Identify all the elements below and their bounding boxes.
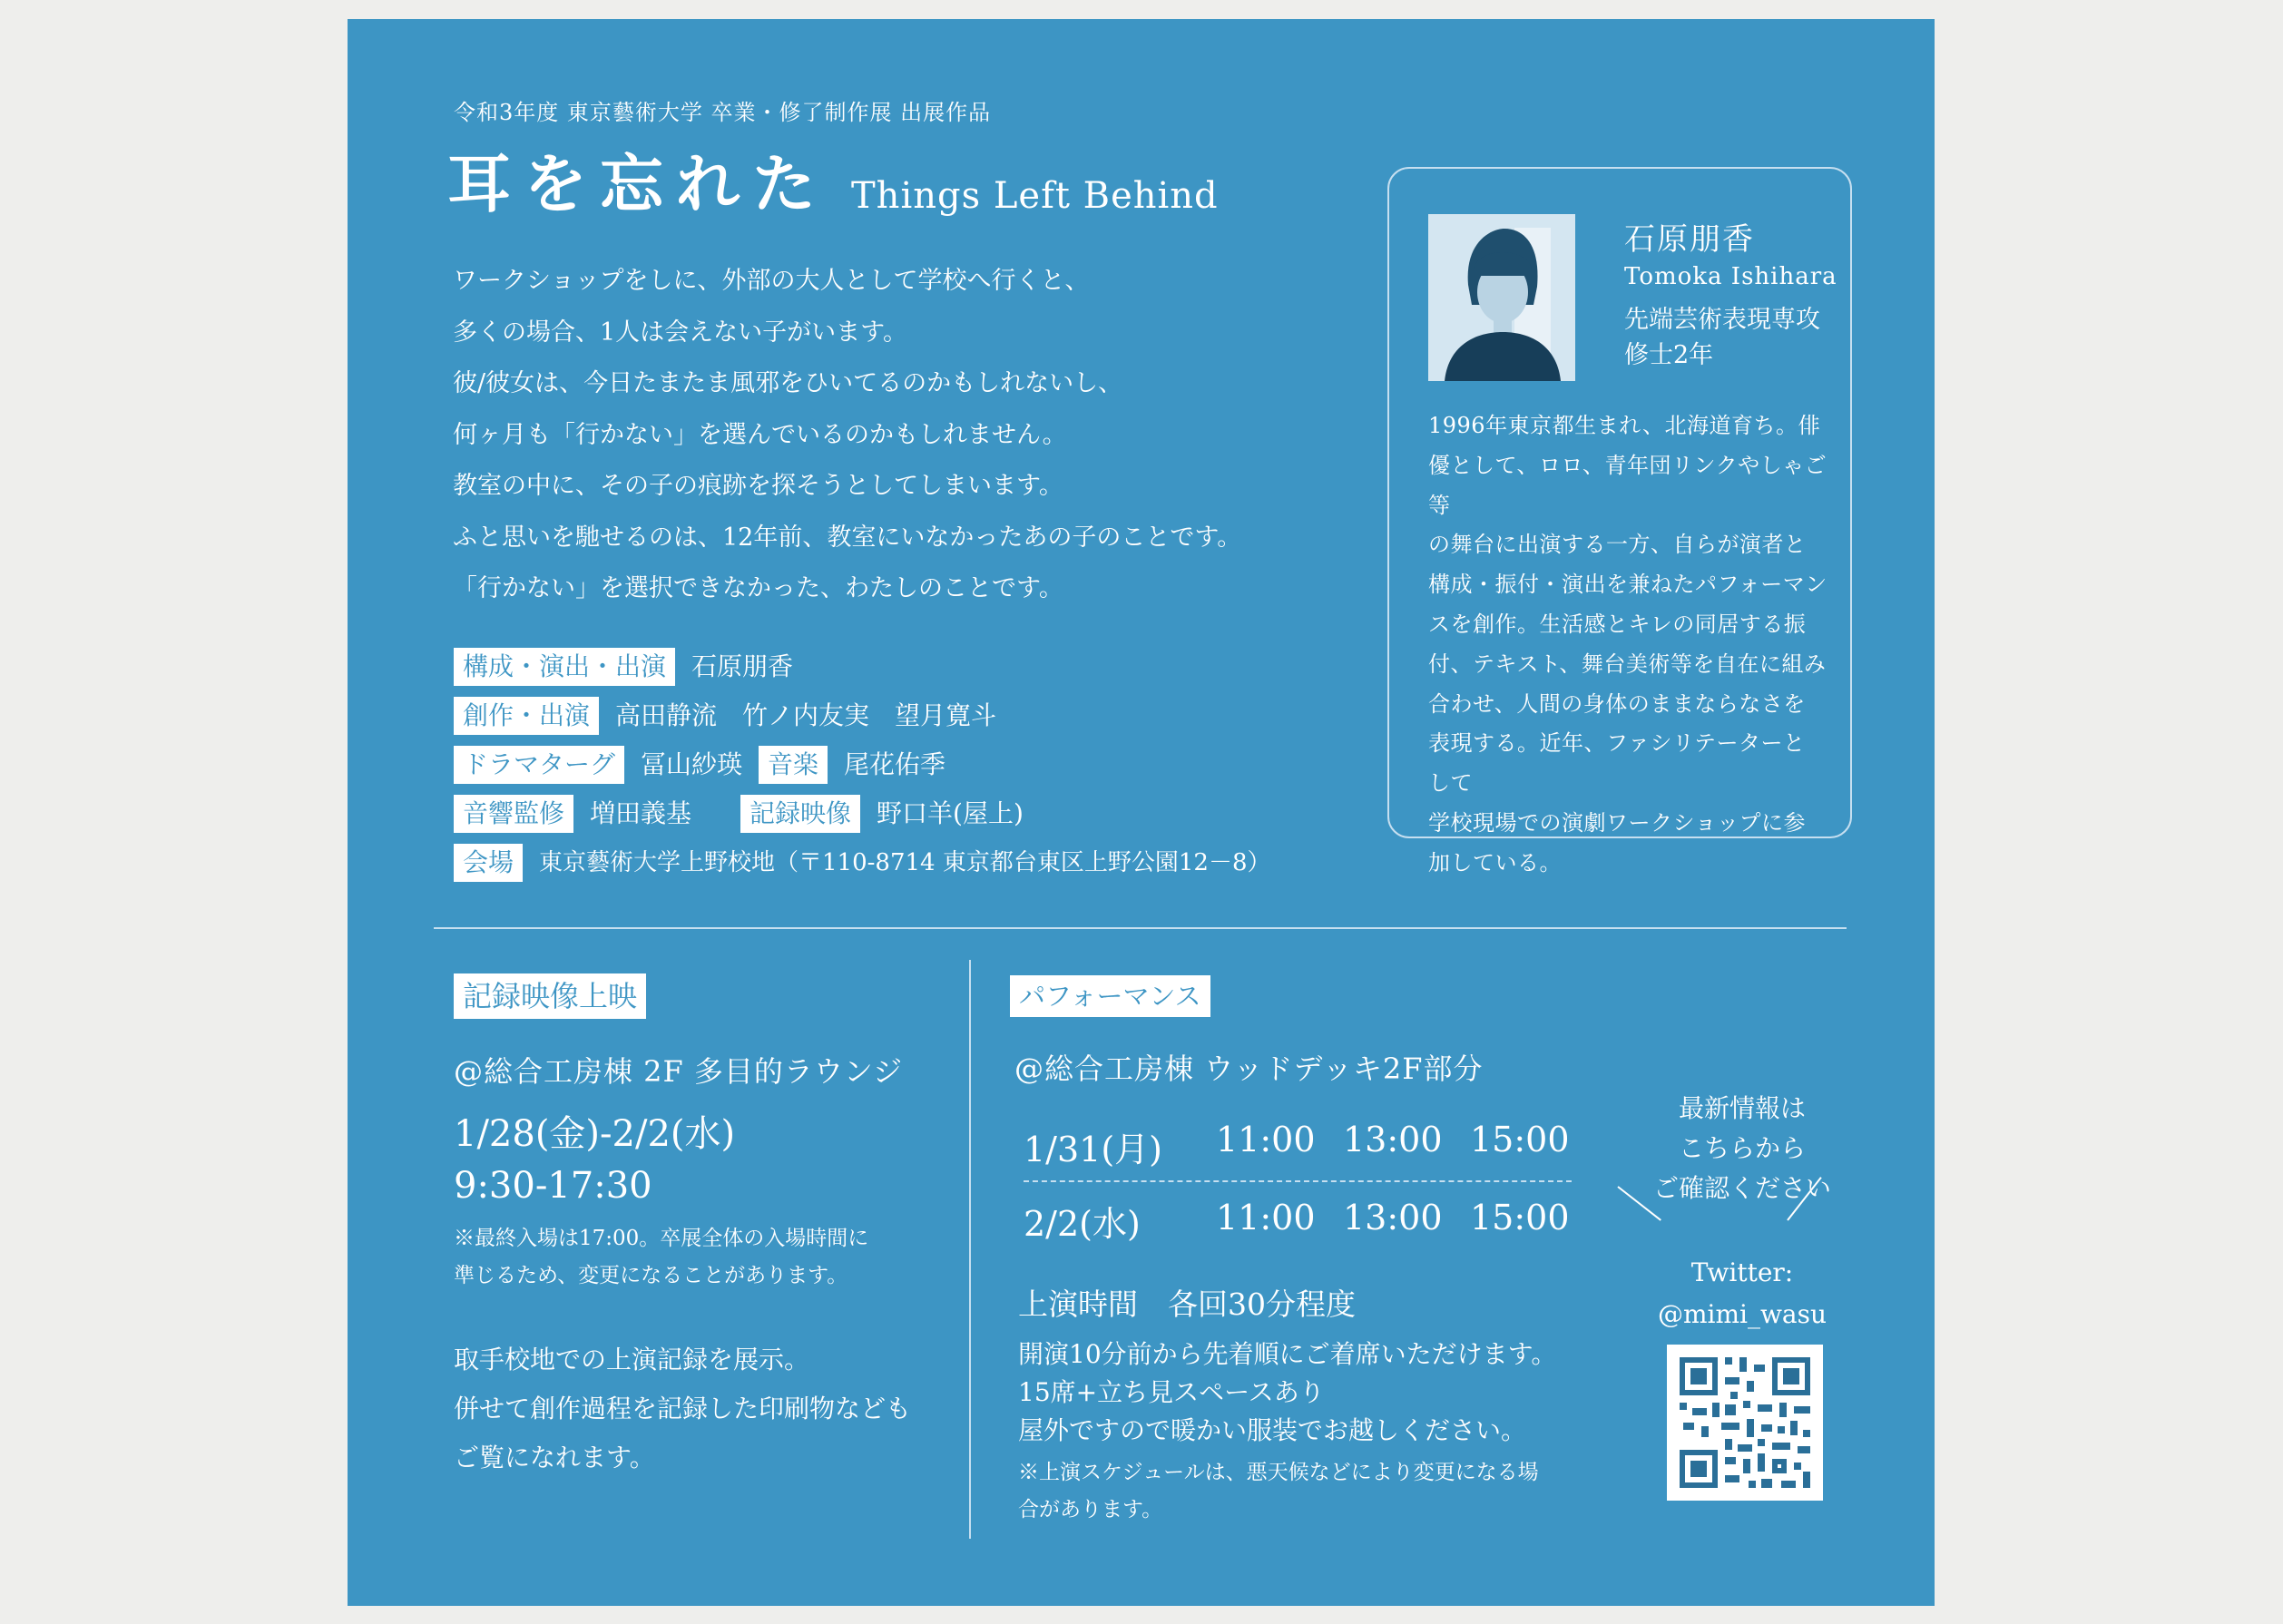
schedule-time: 13:00 xyxy=(1343,1120,1443,1159)
credit-value: 冨山紗瑛 xyxy=(641,749,743,779)
bio-line: 合わせ、人間の身体のままならなさを xyxy=(1428,690,1806,717)
artist-name: 石原朋香 xyxy=(1624,221,1755,258)
screening-dates: 1/28(金)-2/2(水) xyxy=(454,1113,736,1155)
twitter-handle[interactable]: @mimi_wasu xyxy=(1657,1299,1827,1329)
note-line: 合があります。 xyxy=(1018,1498,1163,1521)
detail-line: 屋外ですので暖かい服装でお越しください。 xyxy=(1018,1415,1527,1445)
schedule-date: 1/31(月) xyxy=(1024,1130,1162,1169)
credit-label: 会場 xyxy=(454,844,523,882)
desc-line: ご覧になれます。 xyxy=(454,1443,655,1472)
note-line: ※最終入場は17:00。卒展全体の入場時間に xyxy=(454,1227,869,1250)
title-japanese: 耳を忘れた xyxy=(447,146,828,221)
artist-year: 修士2年 xyxy=(1624,341,1714,369)
note-line: 準じるため、変更になることがあります。 xyxy=(454,1264,848,1287)
bio-line: スを創作。生活感とキレの同居する振 xyxy=(1428,611,1807,637)
schedule-time: 15:00 xyxy=(1470,1120,1570,1159)
screening-hours: 9:30-17:30 xyxy=(454,1165,652,1207)
bio-line: 1996年東京都生まれ、北海道育ち。俳 xyxy=(1428,413,1821,438)
intro-line: 「行かない」を選択できなかった、わたしのことです。 xyxy=(453,574,1063,602)
detail-line: 15席+立ち見スペースあり xyxy=(1018,1377,1325,1407)
note-line: ※上演スケジュールは、悪天候などにより変更になる場 xyxy=(1018,1461,1539,1484)
screening-tag: 記録映像上映 xyxy=(454,973,646,1019)
schedule-time: 11:00 xyxy=(1216,1120,1316,1159)
credit-row xyxy=(454,795,1040,835)
artist-department: 先端芸術表現専攻 xyxy=(1624,306,1820,334)
bio-line: 構成・振付・演出を兼ねたパフォーマン xyxy=(1428,572,1827,598)
intro-line: 多くの場合、1人は会えない子がいます。 xyxy=(453,318,908,347)
desc-line: 取手校地での上演記録を展示。 xyxy=(454,1345,810,1375)
intro-line: ワークショップをしに、外部の大人として学校へ行くと、 xyxy=(453,267,1090,295)
credit-value: 東京藝術大学上野校地（〒110-8714 東京都台東区上野公園12－8） xyxy=(539,849,1271,876)
info-line: ご確認ください xyxy=(1652,1173,1831,1203)
bio-line: 付、テキスト、舞台美術等を自在に組み xyxy=(1428,651,1827,677)
bio-line: の舞台に出演する一方、自らが演者と xyxy=(1428,532,1807,558)
qr-code[interactable] xyxy=(1667,1345,1823,1501)
artist-affiliation xyxy=(1624,302,1833,373)
credit-value: 高田静流 竹ノ内友実 望月寛斗 xyxy=(615,700,997,730)
schedule-date: 2/2(水) xyxy=(1024,1204,1141,1244)
twitter-info xyxy=(1647,1252,1837,1335)
performance-note xyxy=(1018,1454,1539,1529)
info-text xyxy=(1633,1089,1851,1208)
screening-venue: @総合工房棟 2F 多目的ラウンジ xyxy=(454,1054,904,1089)
qr-code-icon xyxy=(1667,1345,1823,1501)
artist-name-en: Tomoka Ishihara xyxy=(1624,263,1837,290)
exhibition-subtitle: 令和3年度 東京藝術大学 卒業・修了制作展 出展作品 xyxy=(454,100,992,125)
credit-label: 音響監修 xyxy=(454,795,573,833)
twitter-label: Twitter: xyxy=(1690,1257,1794,1287)
performance-details xyxy=(1018,1335,1556,1450)
schedule-separator xyxy=(1024,1180,1572,1182)
info-line: 最新情報は xyxy=(1678,1093,1806,1123)
schedule-time: 15:00 xyxy=(1470,1198,1570,1238)
intro-line: 彼/彼女は、今日たまたま風邪をひいてるのかもしれないし、 xyxy=(453,369,1123,397)
portrait-image xyxy=(1428,214,1575,381)
credit-label: 構成・演出・出演 xyxy=(454,648,675,686)
credit-label: 創作・出演 xyxy=(454,697,599,735)
schedule-time: 13:00 xyxy=(1343,1198,1443,1238)
desc-line: 併せて創作過程を記録した印刷物なども xyxy=(454,1394,912,1423)
credit-label: 記録映像 xyxy=(740,795,860,833)
credit-row xyxy=(454,697,1013,737)
credit-value: 野口羊(屋上) xyxy=(877,798,1024,828)
performance-duration: 上演時間 各回30分程度 xyxy=(1018,1286,1356,1322)
intro-line: 何ヶ月も「行かない」を選んでいるのかもしれません。 xyxy=(453,420,1067,449)
credit-row xyxy=(454,648,809,688)
artist-bio xyxy=(1428,406,1827,884)
performance-venue: @総合工房棟 ウッドデッキ2F部分 xyxy=(1014,1052,1484,1086)
profile-photo xyxy=(1428,214,1575,381)
title-english: Things Left Behind xyxy=(851,175,1219,217)
bio-line: 表現する。近年、ファシリテーターとして xyxy=(1428,730,1806,797)
info-line: こちらから xyxy=(1678,1133,1806,1163)
credit-value: 石原朋香 xyxy=(691,651,794,681)
performance-tag: パフォーマンス xyxy=(1010,975,1210,1017)
schedule-time: 11:00 xyxy=(1216,1198,1316,1238)
detail-line: 開演10分前から先着順にご着席いただけます。 xyxy=(1018,1339,1557,1369)
intro-line: ふと思いを馳せるのは、12年前、教室にいなかったあの子のことです。 xyxy=(453,523,1242,552)
credit-label: 音楽 xyxy=(759,746,828,784)
horizontal-divider xyxy=(434,927,1847,929)
bio-line: 加している。 xyxy=(1428,849,1562,876)
screening-description xyxy=(454,1335,911,1482)
credit-value: 尾花佑季 xyxy=(844,749,946,779)
credit-row xyxy=(454,844,1288,884)
bio-line: 優として、ロロ、青年団リンクやしゃご等 xyxy=(1428,452,1827,518)
credit-value: 増田義基 xyxy=(590,798,692,828)
screening-note xyxy=(454,1220,868,1295)
vertical-divider xyxy=(969,960,971,1539)
bio-line: 学校現場での演劇ワークショップに参 xyxy=(1428,809,1807,836)
credit-row xyxy=(454,746,962,786)
credit-label: ドラマターグ xyxy=(454,746,624,784)
intro-text xyxy=(453,256,1324,615)
intro-line: 教室の中に、その子の痕跡を探そうとしてしまいます。 xyxy=(453,472,1063,500)
